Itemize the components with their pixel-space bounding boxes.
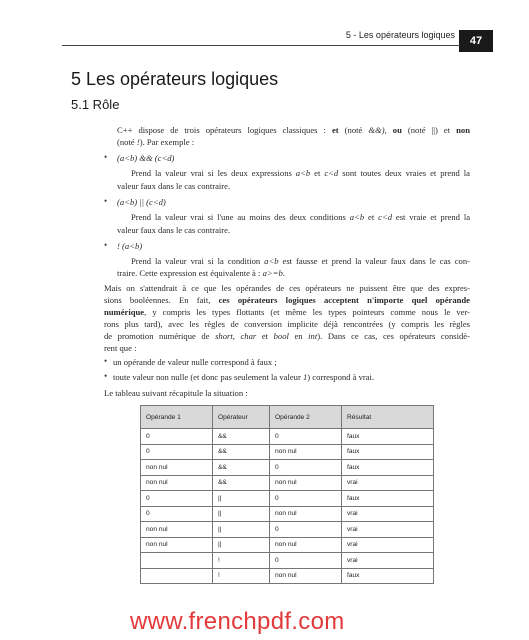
table-row — [141, 491, 434, 507]
table-header-row — [141, 406, 434, 429]
table-cell: ! — [213, 553, 270, 569]
table-cell: 0 — [270, 522, 342, 538]
example-2-desc-line-1: Prend la valeur vrai si l'une au moins des deux conditions a<b et c<d est vraie et prend la — [131, 212, 471, 222]
intro-line-2: (noté !). Par exemple : — [117, 137, 195, 147]
chapter-title: 5 Les opérateurs logiques — [71, 69, 279, 89]
table-cell: faux — [342, 444, 434, 460]
para2-line-2: sions booléennes. En fait, ces opérateurs logiques acceptent n'importe quel opérande — [104, 295, 470, 305]
table-row — [141, 444, 434, 460]
table-cell: non nul — [270, 537, 342, 553]
bullet-icon: • — [104, 196, 108, 206]
bullet-icon: • — [104, 371, 108, 381]
table-cell: && — [213, 475, 270, 491]
table-cell: non nul — [141, 460, 213, 476]
table-cell: faux — [342, 491, 434, 507]
example-1-desc-line-2: valeur faux dans le cas contraire. — [117, 181, 231, 191]
truth-table — [140, 405, 434, 584]
table-cell: non nul — [141, 475, 213, 491]
table-intro: Le tableau suivant récapitule la situation : — [104, 388, 248, 398]
header-rule — [62, 45, 460, 46]
table-cell: 0 — [270, 429, 342, 445]
table-row — [141, 553, 434, 569]
example-1-desc-line-1: Prend la valeur vrai si les deux expressions a<b et c<d sont toutes deux vraies et prend la — [131, 168, 470, 178]
section-title: 5.1 Rôle — [71, 97, 120, 112]
table-cell — [141, 553, 213, 569]
table-cell: 0 — [270, 491, 342, 507]
intro-line-1: C++ dispose de trois opérateurs logiques classiques : et (noté &&), ou (noté ||) et non — [117, 125, 470, 135]
table-cell — [141, 568, 213, 584]
table-row — [141, 460, 434, 476]
table-cell: non nul — [270, 475, 342, 491]
para2-line-4: rons plus tard), avec les règles de conversion implicite déjà rencontrées (y compris les règles — [104, 319, 470, 329]
bullet-icon: • — [104, 152, 108, 162]
column-header: Opérateur — [213, 406, 270, 429]
table-cell: || — [213, 506, 270, 522]
table-cell: vrai — [342, 553, 434, 569]
table-cell: 0 — [141, 491, 213, 507]
para2-line-5: de promotion numérique de short, char et bool en int). Dans ce cas, ces opérateurs considè- — [104, 331, 470, 341]
table-cell: 0 — [270, 460, 342, 476]
example-3-desc-line-2: traire. Cette expression est équivalente à : a>=b. — [117, 268, 285, 278]
bullet-icon: • — [104, 240, 108, 250]
table-cell: vrai — [342, 475, 434, 491]
table-cell: || — [213, 537, 270, 553]
column-header: Opérande 2 — [270, 406, 342, 429]
bullet-icon: • — [104, 356, 108, 366]
table-cell: && — [213, 444, 270, 460]
para2-line-3: numérique, y compris les types flottants (et même les types pointeurs comme nous le ver- — [104, 307, 470, 317]
table-cell: vrai — [342, 506, 434, 522]
table-row — [141, 522, 434, 538]
table-cell: non nul — [270, 444, 342, 460]
table-cell: vrai — [342, 537, 434, 553]
example-1-expression: (a<b) && (c<d) — [117, 153, 175, 163]
table-cell: || — [213, 491, 270, 507]
table-cell: non nul — [270, 568, 342, 584]
column-header: Résultat — [342, 406, 434, 429]
para2-line-1: Mais on s'attendrait à ce que les opérandes de ces opérateurs ne puissent être que des expres- — [104, 283, 470, 293]
para2-line-6: rent que : — [104, 343, 137, 353]
table-cell: vrai — [342, 522, 434, 538]
table-cell: faux — [342, 429, 434, 445]
example-2-desc-line-2: valeur faux dans le cas contraire. — [117, 225, 231, 235]
example-3-desc-line-1: Prend la valeur vrai si la condition a<b est fausse et prend la valeur faux dans le cas con- — [131, 256, 470, 266]
table-cell: non nul — [141, 537, 213, 553]
column-header: Opérande 1 — [141, 406, 213, 429]
example-2-expression: (a<b) || (c<d) — [117, 197, 166, 207]
table-cell: || — [213, 522, 270, 538]
table-cell: && — [213, 460, 270, 476]
example-3-expression: ! (a<b) — [117, 241, 143, 251]
table-cell: faux — [342, 568, 434, 584]
table-cell: non nul — [141, 522, 213, 538]
table-cell: && — [213, 429, 270, 445]
table-row — [141, 429, 434, 445]
rule-null-operand: un opérande de valeur nulle correspond à faux ; — [113, 357, 277, 367]
running-header: 5 - Les opérateurs logiques — [345, 30, 455, 40]
footer-watermark-link[interactable]: www.frenchpdf.com — [130, 608, 345, 635]
table-cell: 0 — [141, 506, 213, 522]
table-cell: faux — [342, 460, 434, 476]
table-row — [141, 568, 434, 584]
table-cell: non nul — [270, 506, 342, 522]
table-row — [141, 537, 434, 553]
table-row — [141, 506, 434, 522]
rule-nonnull-operand: toute valeur non nulle (et donc pas seulement la valeur 1) correspond à vrai. — [113, 372, 375, 382]
page-number: 47 — [459, 30, 493, 52]
table-cell: 0 — [141, 429, 213, 445]
table-row — [141, 475, 434, 491]
table-cell: 0 — [270, 553, 342, 569]
table-cell: ! — [213, 568, 270, 584]
table-cell: 0 — [141, 444, 213, 460]
